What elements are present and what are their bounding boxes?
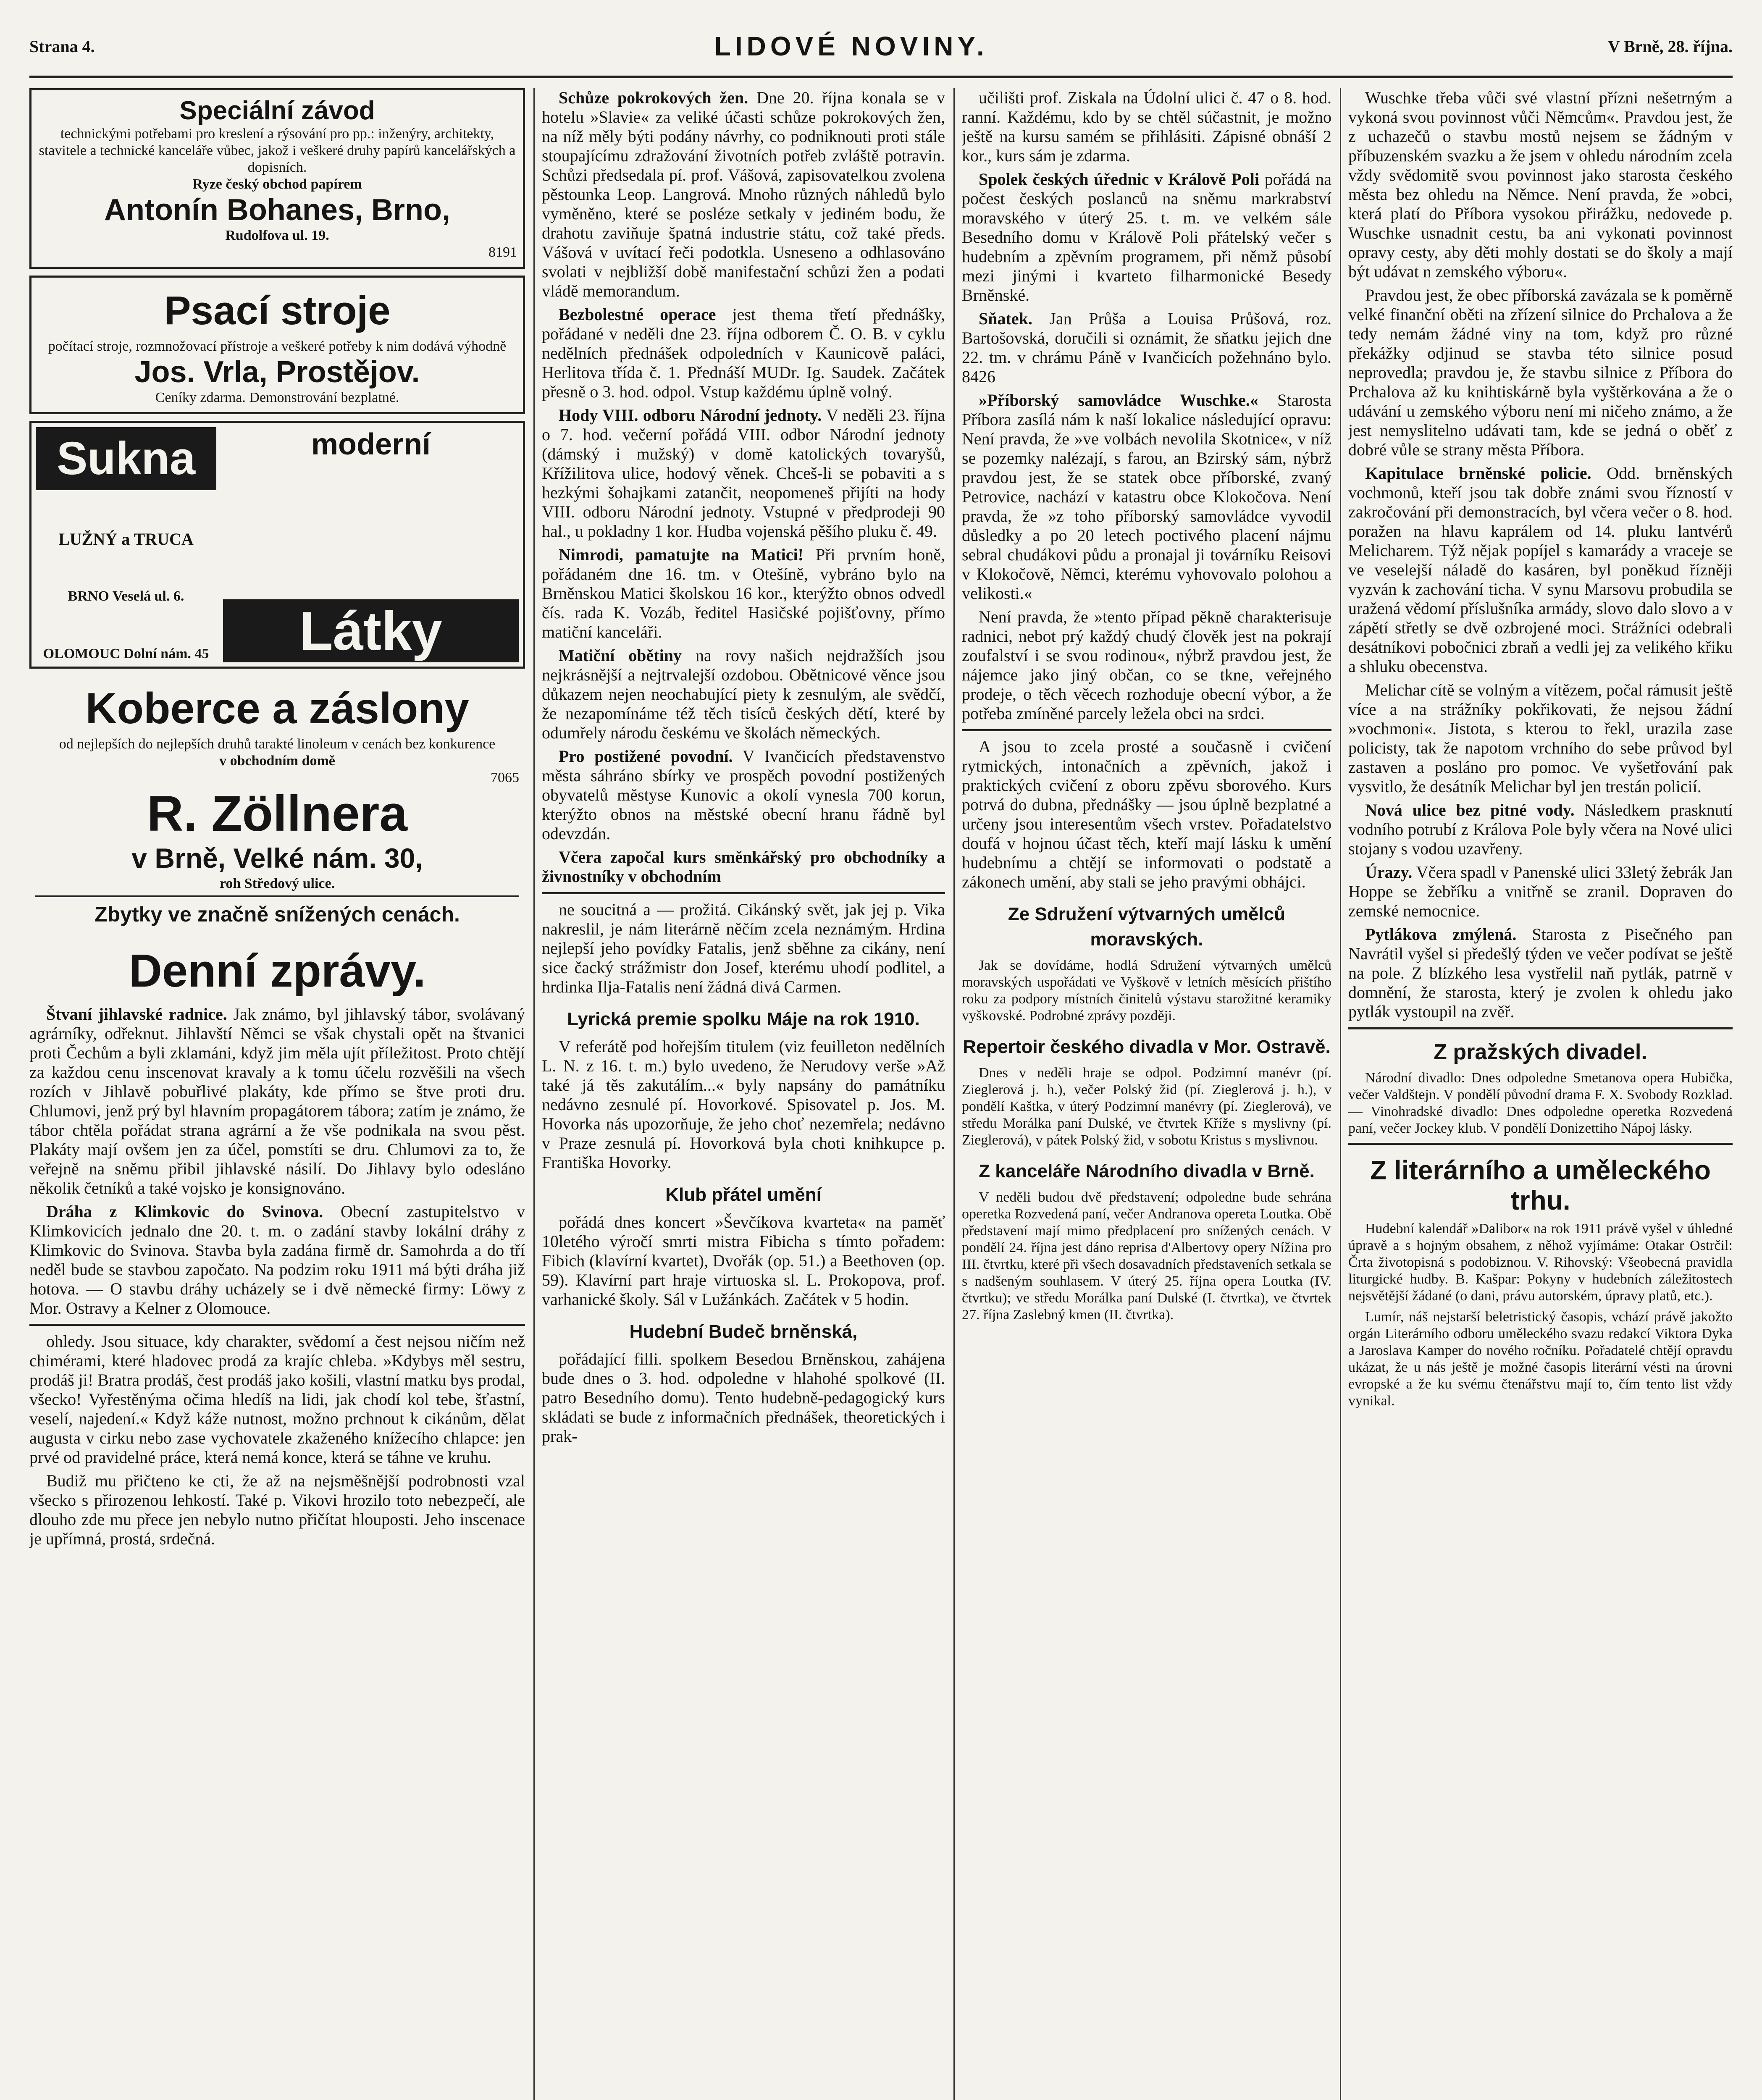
subheading: Klub přátel umění: [665, 1184, 822, 1205]
column-rule: [1340, 88, 1341, 2100]
article: [542, 406, 945, 541]
column-4: [1348, 88, 1733, 2100]
article-title: Schůze pokrokových žen.: [559, 88, 748, 107]
ad-word-sukna: Sukna: [36, 427, 216, 490]
ad-title: Speciální závod: [179, 96, 375, 125]
article-body: Dnes v neděli hraje se odpol. Podzimní manévr (pí. Zieglerová j. h.), večer Polský žid (pí. Zieglerová j. h.), v pondělí Kaštka, v úterý Podzimní manévry (pí. Zieglerová), ve středu Morálka paní Dulské, ve čtvrtek Kříže s myslivny (pí. Zieglerová), v pátek Polský žid, v sobotu Kristus s myslivnou.: [962, 1065, 1331, 1148]
ad-firm: R. Zöllnera: [147, 785, 408, 842]
newspaper-title: LIDOVÉ NOVINY.: [714, 31, 988, 61]
ad-address: Rudolfova ul. 19.: [225, 228, 329, 243]
subheading: Repertoir českého divadla v Mor. Ostravě.: [963, 1037, 1331, 1057]
article: [542, 305, 945, 402]
subheading: Z kanceláře Národního divadla v Brně.: [979, 1161, 1315, 1181]
article-body: Obecní zastupitelstvo v Klimkovicích jednalo dne 20. t. m. o zadání stavby lokální dráhy z Klimkovic do Svinova. Stavba byla zadána firmě dr. Samohrda a do tří neděl bude se stavbou započato. Na podzim roku 1911 má býti dráha již hotova. — O stavbu dráhy ucházely se i dvě německé firmy: Löwy z Mor. Ostravy a Kelner z Olomouce.: [29, 1202, 525, 1318]
article: [542, 747, 945, 843]
article-title: Hody VIII. odboru Národní jednoty.: [559, 406, 822, 425]
article-title: Kapitulace brněnské policie.: [1365, 464, 1591, 483]
article: [962, 391, 1331, 603]
article-body: Odd. brněnských vochmonů, kteří jsou tak dobře známi svou řízností v zakročování při demonstracích, byl včera večer o 8. hod. poražen na hlavu kaprálem od 14. pluku lantvérů Melicharem. Týž nějak popíjel s kamarády a vraceje se ve veselejší náladě do kasáren, byl poněkud řízněji vyzván k zachování ticha. V synu Marsovu probudila se uražená vědomí příslušníka armády, slovo dalo slovo a v zápětí střetly se dvě ozbrojené moci. Strážníci odebrali desátníkovi pobočnici zbraň a vedli jej za velikého křiku a shluku obecenstva.: [1348, 464, 1733, 676]
article-title: Dráha z Klimkovic do Svinova.: [46, 1202, 323, 1221]
article-title: Spolek českých úřednic v Králově Poli: [979, 170, 1259, 189]
article-body: Wuschke třeba vůči své vlastní přízni nešetrným a vykoná svou povinnost vůči Němcům«. Pravdou jest, že z uchazečů o stavbu mostů nejsem se žádným v příbuzenském svazku a že jsem v ohledu národním zcela vždy svědomitě svou povinnost jako starosta českého města bez ohledu na Němce. Není pravda, že »obci, která platí do Příbora vysokou přirážku, nedovede p. Wuschke usnadnit cestu, ba ani vykonati povinnost opravy cesty, aby děti mohly dostati se do školy a mají být udávat n zemského výboru«.: [1348, 88, 1733, 281]
article-title: Nimrodi, pamatujte na Matici!: [559, 545, 804, 564]
column-2: [542, 88, 945, 2100]
subheading: Ze Sdružení výtvarných umělců moravských.: [1008, 904, 1286, 950]
date-line: V Brně, 28. října.: [1607, 37, 1733, 56]
feuilleton-divider: [29, 1324, 525, 1326]
ad-code: 8191: [488, 244, 517, 260]
article-body: Při prvním honě, pořádaném dne 16. tm. v Otešíně, vybráno bylo na Brněnskou Matici školskou 16 kor., kterýžto obnos odvedl čís. rada K. Vozáb, ředitel Hasičské pojišťovny, přímo matiční kanceláři.: [542, 545, 945, 641]
section-divider: [1348, 1027, 1733, 1029]
ad-word-latky: Látky: [223, 599, 519, 662]
article-title: Nová ulice bez pitné vody.: [1365, 801, 1575, 819]
article-body: Pravdou jest, že obec příborská zavázala se k poměrně velké finanční oběti na zřízení silnice do Prchalova a že tedy nemám žádné viny na tom, když pro různé překážky odjinud se stavba této silnice posud neprovedla; pravdou je, že stavbu silnice z Příbora do Prchalova až ku knihtiskárně byla vyštěrkována a že o udávání u zemského výboru není mi ničeho známo, a že jest nemyslitelno udávati tam, kde se jedná o oběť z dobré vůle se strany města Příbora.: [1348, 286, 1733, 459]
ad-psaci-stroje: [29, 276, 525, 414]
ad-address-brno: BRNO Veselá ul. 6.: [68, 588, 184, 604]
article-body: Jan Průša a Louisa Průšová, roz. Bartošovská, doručili si oznámit, že sňatku jejich dne 22. tm. v chrámu Páně v Ivančicích požehnáno bylo. 8426: [962, 309, 1331, 386]
article-body: V Ivančicích představenstvo města sáhráno sbírky ve prospěch povodní postižených obyvatelů městyse Kunovic a okolí vynesla 700 korun, kterýžto obnos na městské obecní hranu řádně byl odevzdán.: [542, 747, 945, 843]
article-body: Lumír, náš nejstarší beletristický časopis, vchází právě jakožto orgán Literárního odboru uměleckého svazu redakcí Viktora Dyka a Jaroslava Kamper do nového ročníku. Pořadatelé chtějí opravdu ukázat, že u nás ještě je možné časopis literární vésti na úrovni evropské a že ku svému čtenářstvu mají to, čím tento list vždy vynikal.: [1348, 1309, 1733, 1409]
article: [1348, 801, 1733, 858]
article-title: Sňatek.: [979, 309, 1032, 328]
newspaper-page: [29, 17, 1733, 2100]
article-title: Štvaní jihlavské radnice.: [46, 1005, 227, 1024]
column-3: [962, 88, 1331, 2100]
subheading: Lyrická premie spolku Máje na rok 1910.: [567, 1009, 920, 1029]
article: [1348, 464, 1733, 676]
column-1: [29, 88, 525, 2100]
article-title: »Příborský samovládce Wuschke.«: [979, 391, 1258, 410]
article-body: učilišti prof. Ziskala na Údolní ulici č. 47 o 8. hod. ranní. Každému, kdo by se chtěl súčastnit, je možno ještě na kursu samém se přihlásiti. Zápisné obnáší 2 kor., kurs sám je zdarma.: [962, 88, 1331, 165]
article-title: Pytlákova zmýlená.: [1365, 925, 1517, 944]
article: [29, 1005, 525, 1198]
ad-title: Koberce a záslony: [85, 684, 469, 733]
article: [542, 848, 945, 886]
subheading: Hudební Budeč brněnská,: [629, 1321, 858, 1342]
feuilleton-text: Budiž mu přičteno ke cti, že až na nejsměšnější podrobnosti vzal všecko s přirozenou lehkostí. Také p. Vikovi hrozilo toto nebezpečí, ale dlouho zde mu přece jen nebylo nutno přičítat hlouposti. Jeho inscenace je upřímná, prostá, srdečná.: [29, 1471, 525, 1548]
article-body: V neděli budou dvě představení; odpoledne bude sehrána operetka Rozvedená paní, večer Andranova opereta Loutka. Obě představení mají mimo předplacení pro snížených cenách. V pondělí 24. října jest dáno reprisa d'Albertovy opery Nížina pro III. čtvrtku, které při všech dosavadních představeních setkala se s nadšeným souhlasem. V úterý 25. října opera Loutka (IV. čtvrtku); ve středu Morálka paní Dulské (I. čtvrtka), ve čtvrtek 27. října Zaslebný kmen (II. čtvrtka).: [962, 1189, 1331, 1323]
article-body: jest thema třetí přednášky, pořádané v neděli dne 23. října odborem Č. O. B. v cyklu nedělních přednášek odpoledních v Kaunicově paláci, Herlitova třída č. 1. Přednáší MUDr. Ig. Saudek. Začátek přesně o 3. hod. odpol. Vstup každému úplně volný.: [542, 305, 945, 401]
article: [542, 88, 945, 301]
masthead: [29, 17, 1733, 78]
ad-left-panel: [36, 427, 216, 662]
article-body: Starosta z Pisečného pan Navrátil vyšel si předešlý týden ve večer podívat se ještě na pole. Z blízkého lesa vystřelil naň pytlák, patrně v domnění, že starosta, který je zvolen k ohledu jako pytlák vystoupil na zvěř.: [1348, 925, 1733, 1021]
article-body: Následkem prasknutí vodního potrubí z Králova Pole byly včera na Nové ulici stojany s vodou uzavřeny.: [1348, 801, 1733, 858]
ad-firm: LUŽNÝ a TRUCA: [58, 529, 194, 549]
article: [542, 545, 945, 642]
article-body: Starosta Příbora zasílá nám k naší lokalice následující opravu: Není pravda, že »ve volbách nevolila Skotnice«, v níž se pozemky nalézají, s farou, an Bzirský sám, nýbrž pravdou jest, že se statek obce příborské, zvaný Petrovice, nachází v katastru obce Klokočova. Není pravda, že »z toho příborský samovládce vyvodil důsledky a po 20 letech poctivého placení nájmu sebral chudákovi půdu a pronajal ji továrníku Reisovi v Klokočově, Němci, kterému vyhovovalo polohou a velikosti.«: [962, 391, 1331, 603]
article-body: Dne 20. října konala se v hotelu »Slavie« za veliké účasti schůze pokrokových žen, na níž měly býti podány návrhy, co podniknouti proti stále stoupajícímu zdražování životních potřeb zvláště potravin. Schůzi předsedala pí. prof. Vášová, zapisovatelkou zvolena pěstounka Leop. Langrová. Mnoho různých náhledů bylo vyměněno, které se posléze setkaly v jediném bodu, že drahotu zaviňuje špatná industrie státu, což také předs. Vášová v uvítací řeči podotkla. Usneseno a odhlasováno svolati v nejbližší době manifestační schůzi žen a podati vládě memorandum.: [542, 88, 945, 300]
article-body: Jak se dovídáme, hodlá Sdružení výtvarných umělců moravských uspořádati ve Vyškově v letních měsících přištího roku za podpory místních činitelů výstavu starožitné keramiky vyškovské. Podrobné zprávy později.: [962, 958, 1331, 1024]
ad-right-panel: [223, 427, 519, 662]
article: [962, 309, 1331, 386]
article-title: Bezbolestné operace: [559, 305, 716, 324]
ad-city: v Brně, Velké nám. 30,: [131, 843, 423, 874]
page-number: Strana 4.: [29, 37, 95, 56]
article-body: pořádá na počest českých poslanců na sněmu markrabství moravského v úterý 25. t. m. ve velkém sále Besedního domu v Králově Poli přátelský večer s hudebním a zpěvním programem, při němž působí mezi jinými i kvarteto filharmonické Besedy Brněnské.: [962, 170, 1331, 304]
article-body: Melichar cítě se volným a vítězem, počal rámusit ještě více a na strážníky pokřikovati, že nejsou žádní »vochmoni«. Jistota, s kterou to řekl, urazila zase policisty, tak že napotom vrchního do sebe průvod byl zastaven a posláno pro pomoc. Ve vyšetřování pak vysvitlo, že desátník Melichar byl jen trestán policií.: [1348, 680, 1733, 796]
ad-title: Psací stroje: [164, 288, 391, 333]
article: [542, 646, 945, 743]
article-body: Jak známo, byl jihlavský tábor, svolávaný agrárníky, odřeknut. Jihlavští Němci se však chystali opět na štvanici proti Čechům a byli zklamáni, když jim měla ujít příležitost. Proto chtějí za každou cenu inscenovat kravaly a k tomu účelu rozvěšili na všech rozích v Jihlavě pobuřlivé plakáty, kde přímo se štve proti dru. Chlumovi, jenž prý byl hlavním propagátorem tábora; zatím je známo, že tábor chtěla pořádat strana agrární a že vše podnikala na svou pěst. Plakáty mají ovšem jen za účel, pomstíti se dru. Chlumovi za to, že veřejně na sněmu přibil jihlavské násilí. Do Jihlavy bylo odesláno několik četníků a také vojsko je konsignováno.: [29, 1005, 525, 1197]
feuilleton-text: A jsou to zcela prosté a současně i cvičení rytmických, intonačních a zpěvních, jakož i praktických cvičení z oboru zpěvu sborového. Kurs potrvá do dubna, přednášky — jsou úplně bezplatné a určeny jsou interesentům všech vrstev. Pořadatelstvo doufá v hojnou účast těch, kteří mají lásku k umění hudebnímu a chtějí se informovati o podstatě a zákonech umění, aby stali se jeho pravými obhájci.: [962, 737, 1331, 891]
ad-corner: roh Středový ulice.: [219, 876, 335, 891]
feuilleton-divider: [962, 729, 1331, 731]
article: [962, 170, 1331, 305]
ad-tagline: Ryze český obchod papírem: [192, 176, 362, 192]
article-body: Národní divadlo: Dnes odpoledne Smetanova opera Hubička, večer Valdštejn. V pondělí původní drama F. X. Svobody Rozklad. — Vinohradské divadlo: Dnes odpoledne operetka Rozvedená paní, večer Jockey klub. V pondělí Donizettiho Nápoj lásky.: [1348, 1070, 1733, 1136]
article-title: Pro postižené povodní.: [559, 747, 733, 766]
article-body: V neděli 23. října o 7. hod. večerní pořádá VIII. odbor Národní jednoty (dámský i mužský) v domě katolických tovaryšů, Křížilitova ulice, hodový věnek. Chceš-li se pobaviti a s hezkými šohajkami zatančit, neopomeneš přijíti na hody VIII. odboru Národní jednoty. Vstupné v předprodeji 90 hal., u pokladny 1 kor. Hudba vojenská pěšího pluku č. 49.: [542, 406, 945, 541]
ad-code: 7065: [491, 770, 519, 785]
ad-text: od nejlepších do nejlepších druhů tarakté linoleum v cenách bez konkurence: [59, 736, 496, 752]
column-rule: [533, 88, 535, 2100]
feuilleton-text: ohledy. Jsou situace, kdy charakter, svědomí a čest nejsou ničím než chimérami, které hladovec prodá za krajíc chleba. »Kdybys měl sestru, prodáš ji! Bratra prodáš, čest prodáš jako košili, vlastní matku bys prodal, všecko! Vyřestěnýma očima hledíš na lidi, jak chodí kol tebe, šťastní, veselí, najedení.« Když káže nutnost, možno prchnout k cikánům, dělat augusta v cirku nebo zase vychovatele zkaženého knížecího chlapce: jen prvé od pravidelné práce, která nemá konce, která se táhne ve kruhu.: [29, 1332, 525, 1467]
article-body: Není pravda, že »tento případ pěkně charakterisuje radnici, nebot prý každý chudý člověk jest na pokrají zoufalství i se svou rodinou«, nýbrž pravdou jest, že nájemce jako jiný občan, co se tkne, veřejného prodeje, o těch věcech rozhoduje obecní výbor, a že potřeba zmíněné parcely ležela obci na srdci.: [962, 607, 1331, 723]
ad-firm: Antonín Bohanes, Brno,: [104, 193, 450, 227]
article-body: V referátě pod hořejším titulem (viz feuilleton nedělních L. N. z 16. t. m.) bylo uvedeno, že Nerudovy verše »Až také já těs zakutálím...« byly napsány do památníku nedávno zesnulé pí. Hovorkové. Spisovatel p. Jos. M. Hovorka nás upozorňuje, že jeho choť nezemřela; nedávno v Praze zesnulá pí. Hovorková byla choti knihkupce p. Františka Hovorky.: [542, 1037, 945, 1172]
ad-note: Ceníky zdarma. Demonstrování bezplatné.: [155, 390, 399, 405]
article: [1348, 863, 1733, 921]
ad-specialni-zavod: [29, 88, 525, 269]
ad-text: počítací stroje, rozmnožovací přístroje a veškeré potřeby k nim dodává výhodně: [48, 339, 507, 354]
article-body: pořádající filli. spolkem Besedou Brněnskou, zahájena bude dnes o 3. hod. odpoledne v hlahohé spolkové (II. patro Besedního domu). Tento hudebně-pedagogický kurs skládati se bude z informačních přednášek, theoretických i prak-: [542, 1349, 945, 1446]
column-rule: [953, 88, 955, 2100]
feuilleton-text: ne soucitná a — prožitá. Cikánský svět, jak jej p. Vika nakreslil, je nám literárně něčím zcela neznámým. Hrdina nejlepší jeho povídky Fatalis, jenž sběhne za cikány, není sice čacký strážmistr don Josef, kterému uhodí podlitel, a hrdinka Ilja-Fatalis není žádná divá Carmen.: [542, 900, 945, 996]
article-body: Včera spadl v Panenské ulici 33letý žebrák Jan Hoppe se žebříku a vnitřně se zranil. Dopraven do zemské nemocnice.: [1348, 863, 1733, 920]
subheading: Z literárního a uměleckého trhu.: [1370, 1155, 1711, 1215]
ad-firm: Jos. Vrla, Prostějov.: [134, 355, 420, 389]
ad-note: Zbytky ve značně snížených cenách.: [35, 895, 519, 932]
article-title: Matiční obětiny: [559, 646, 682, 665]
article-title: Úrazy.: [1365, 863, 1413, 882]
article-body: pořádá dnes koncert »Ševčíkova kvarteta« na paměť 10letého výročí smrti mistra Fibicha s tímto pořadem: Fibich (klavírní kvartet), Dvořák (op. 51.) a Beethoven (op. 59). Klavírní part hraje virtuoska sl. L. Prokopova, prof. varhanické školy. Sál v Lužánkách. Začátek v 5 hodin.: [542, 1213, 945, 1309]
article: [1348, 925, 1733, 1021]
ad-shop: v obchodním domě: [219, 753, 335, 769]
feuilleton-divider: [542, 892, 945, 894]
section-heading: Denní zprávy.: [129, 945, 426, 997]
ad-text: technickými potřebami pro kreslení a rýsování pro pp.: inženýry, architekty, stavitele a technické kanceláře vůbec, jakož i veškeré druhy papírů kancelářských a dopisních.: [39, 126, 516, 175]
ad-word-moderni: moderní: [311, 428, 431, 461]
section-divider: [1348, 1143, 1733, 1145]
article: [29, 1202, 525, 1318]
ad-sukna-latky: [29, 421, 525, 669]
ad-koberce: [29, 675, 525, 937]
subheading: Z pražských divadel.: [1434, 1040, 1647, 1064]
article-title: Včera započal kurs směnkářský pro obchodníky a živnostníky v obchodním: [542, 848, 945, 886]
ad-address-olomouc: OLOMOUC Dolní nám. 45: [43, 646, 209, 662]
article-body: na rovy našich nejdražších jsou nejkrásnější a nejtrvalejší ozdobou. Obětnicové věnce jsou důkazem nejen neochabující piety k zesnulým, ale svědčí, že nezapomínáme též těch tisíců českých dětí, které by odumřely národu českému ve školách německých.: [542, 646, 945, 742]
article-body: Hudební kalendář »Dalibor« na rok 1911 právě vyšel v úhledné úpravě a s hojným obsahem, z něhož vyjímáme: Otakar Ostrčil: Črta životopisná s podobiznou. V. Rihovský: Všeobecná pravidla liturgické hudby. B. Kašpar: Pokyny v hudebních záležitostech nejsvětější žádané (o dani, právu autorském, úpravy platů, etc.).: [1348, 1221, 1733, 1304]
